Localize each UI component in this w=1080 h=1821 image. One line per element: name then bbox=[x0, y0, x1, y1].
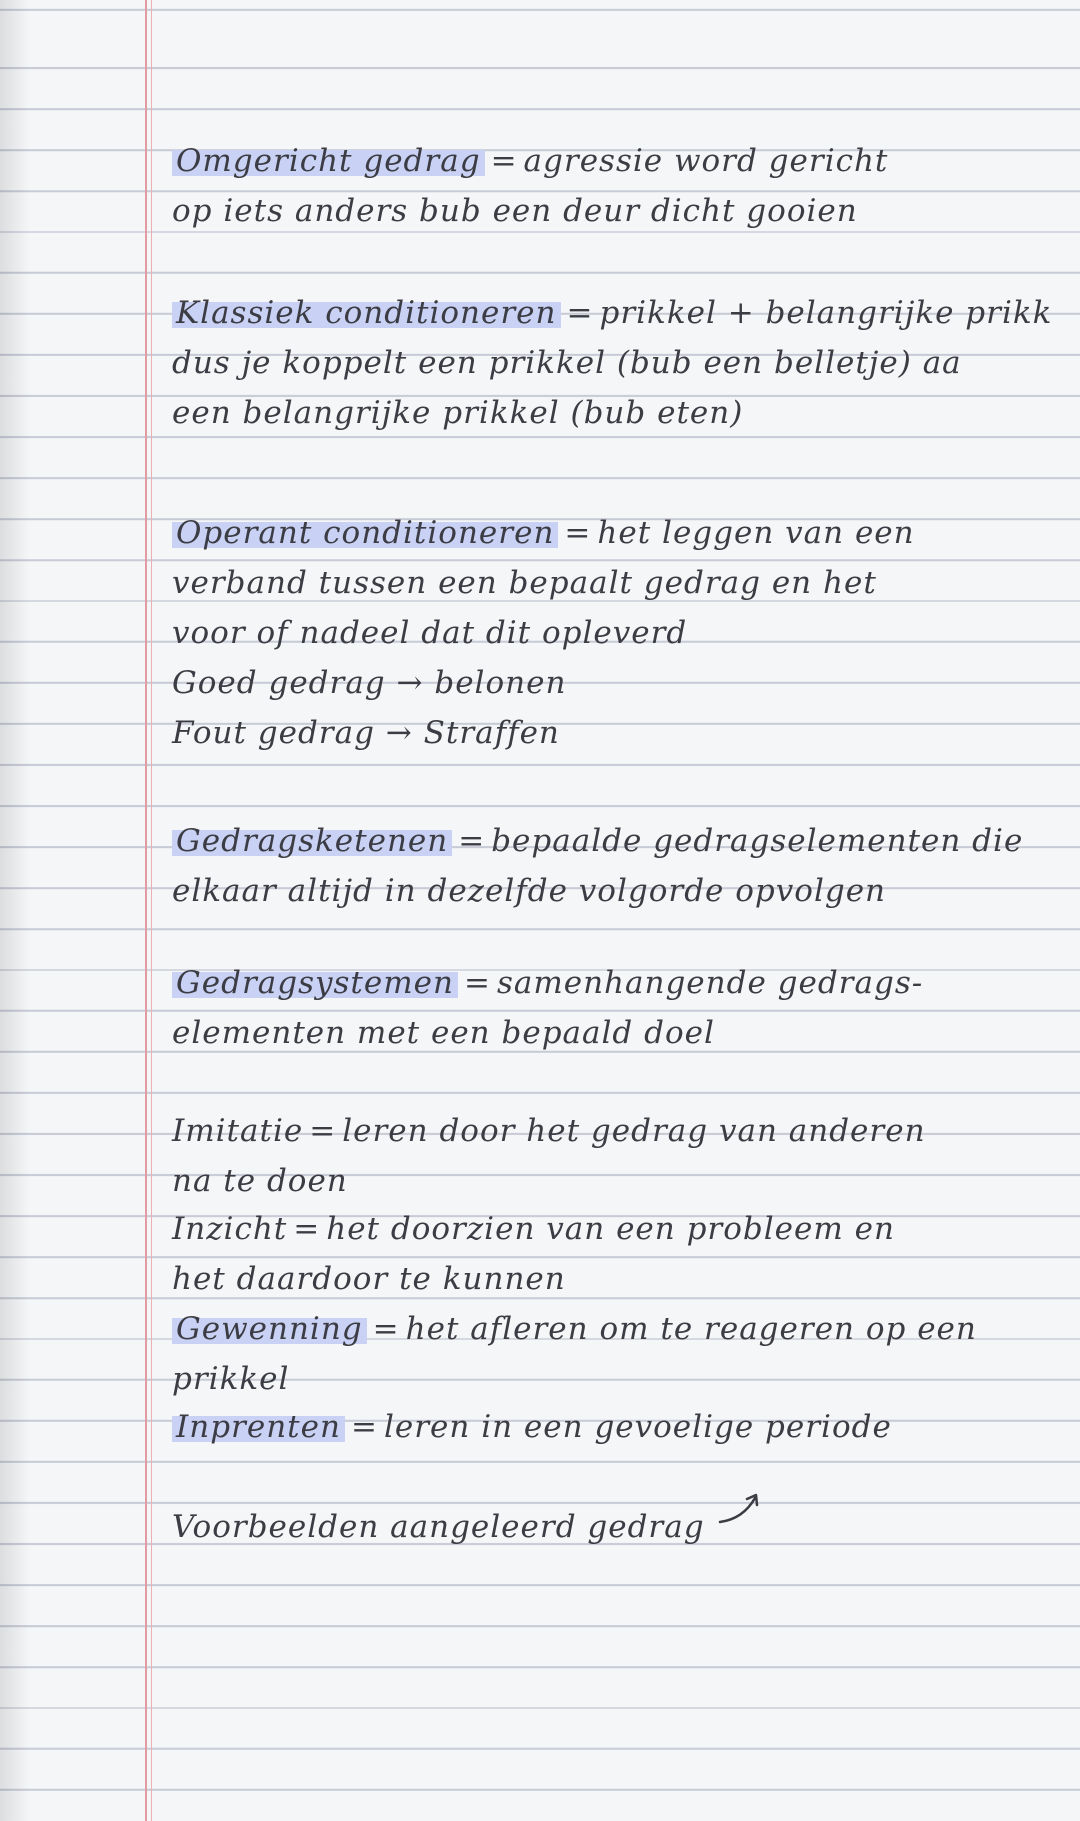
term-label: Operant conditioneren bbox=[172, 515, 558, 551]
definition-text: leren in een gevoelige periode bbox=[383, 1409, 892, 1445]
definition-klassiek-conditioneren bbox=[172, 290, 1052, 336]
arrow-right-icon: → bbox=[385, 715, 413, 751]
rule-right: Straffen bbox=[423, 715, 560, 751]
term-label: Klassiek conditioneren bbox=[172, 295, 561, 331]
term-label: Inprenten bbox=[172, 1409, 345, 1445]
behavior-rule-bad bbox=[172, 710, 560, 756]
behavior-rule-good bbox=[172, 660, 566, 706]
definition-text: het doorzien van een probleem en bbox=[326, 1211, 895, 1247]
definition-imitatie bbox=[172, 1108, 926, 1154]
definition-text: leren door het gedrag van anderen bbox=[342, 1113, 926, 1149]
definition-text: agressie word gericht bbox=[523, 143, 889, 179]
definition-text: prikkel + belangrijke prikk bbox=[599, 295, 1053, 331]
definition-continuation: een belangrijke prikkel (bub eten) bbox=[172, 395, 744, 431]
definition-inzicht bbox=[172, 1206, 895, 1252]
margin-line-inner bbox=[151, 0, 152, 1821]
rule-right: belonen bbox=[434, 665, 567, 701]
arrow-right-icon: → bbox=[396, 665, 424, 701]
rule-left: Goed gedrag bbox=[172, 665, 386, 701]
definition-continuation: elkaar altijd in dezelfde volgorde opvolgen bbox=[172, 873, 887, 909]
definition-continuation: op iets anders bub een deur dicht gooien bbox=[172, 193, 858, 229]
definition-continuation: het daardoor te kunnen bbox=[172, 1261, 566, 1297]
definition-continuation: verband tussen een bepaalt gedrag en het bbox=[172, 565, 877, 601]
term-label: Gedragsystemen bbox=[172, 965, 458, 1001]
definition-continuation: dus je koppelt een prikkel (bub een belletje) aa bbox=[172, 345, 962, 381]
definition-text: samenhangende gedrags- bbox=[496, 965, 924, 1001]
definition-inprenten bbox=[172, 1404, 892, 1450]
definition-continuation: prikkel bbox=[172, 1361, 290, 1397]
equals-sign: = bbox=[350, 1409, 378, 1445]
definition-continuation: na te doen bbox=[172, 1163, 348, 1199]
definition-text: bepaalde gedragselementen die bbox=[491, 823, 1024, 859]
curved-arrow-icon bbox=[717, 1490, 763, 1526]
rule-left: Fout gedrag bbox=[172, 715, 375, 751]
definition-text: het afleren om te reageren op een bbox=[405, 1311, 977, 1347]
definition-gedragsketenen bbox=[172, 818, 1023, 864]
equals-sign: = bbox=[564, 515, 592, 551]
term-label: Imitatie bbox=[172, 1113, 304, 1149]
term-label: Gedragsketenen bbox=[172, 823, 452, 859]
page-binding-shadow bbox=[0, 0, 30, 1821]
definition-text: het leggen van een bbox=[597, 515, 915, 551]
equals-sign: = bbox=[458, 823, 486, 859]
definition-continuation: elementen met een bepaald doel bbox=[172, 1015, 715, 1051]
margin-line bbox=[145, 0, 147, 1821]
equals-sign: = bbox=[566, 295, 594, 331]
term-label: Omgericht gedrag bbox=[172, 143, 485, 179]
definition-gedragsystemen bbox=[172, 960, 923, 1006]
equals-sign: = bbox=[490, 143, 518, 179]
definition-gewenning bbox=[172, 1306, 977, 1352]
term-label: Gewenning bbox=[172, 1311, 367, 1347]
term-label: Inzicht bbox=[172, 1211, 288, 1247]
definition-operant-conditioneren bbox=[172, 510, 915, 556]
equals-sign: = bbox=[463, 965, 491, 1001]
examples-heading: Voorbeelden aangeleerd gedrag bbox=[172, 1509, 705, 1545]
equals-sign: = bbox=[293, 1211, 321, 1247]
definition-continuation: voor of nadeel dat dit opleverd bbox=[172, 615, 688, 651]
equals-sign: = bbox=[372, 1311, 400, 1347]
definition-omgericht-gedrag bbox=[172, 138, 888, 184]
equals-sign: = bbox=[309, 1113, 337, 1149]
